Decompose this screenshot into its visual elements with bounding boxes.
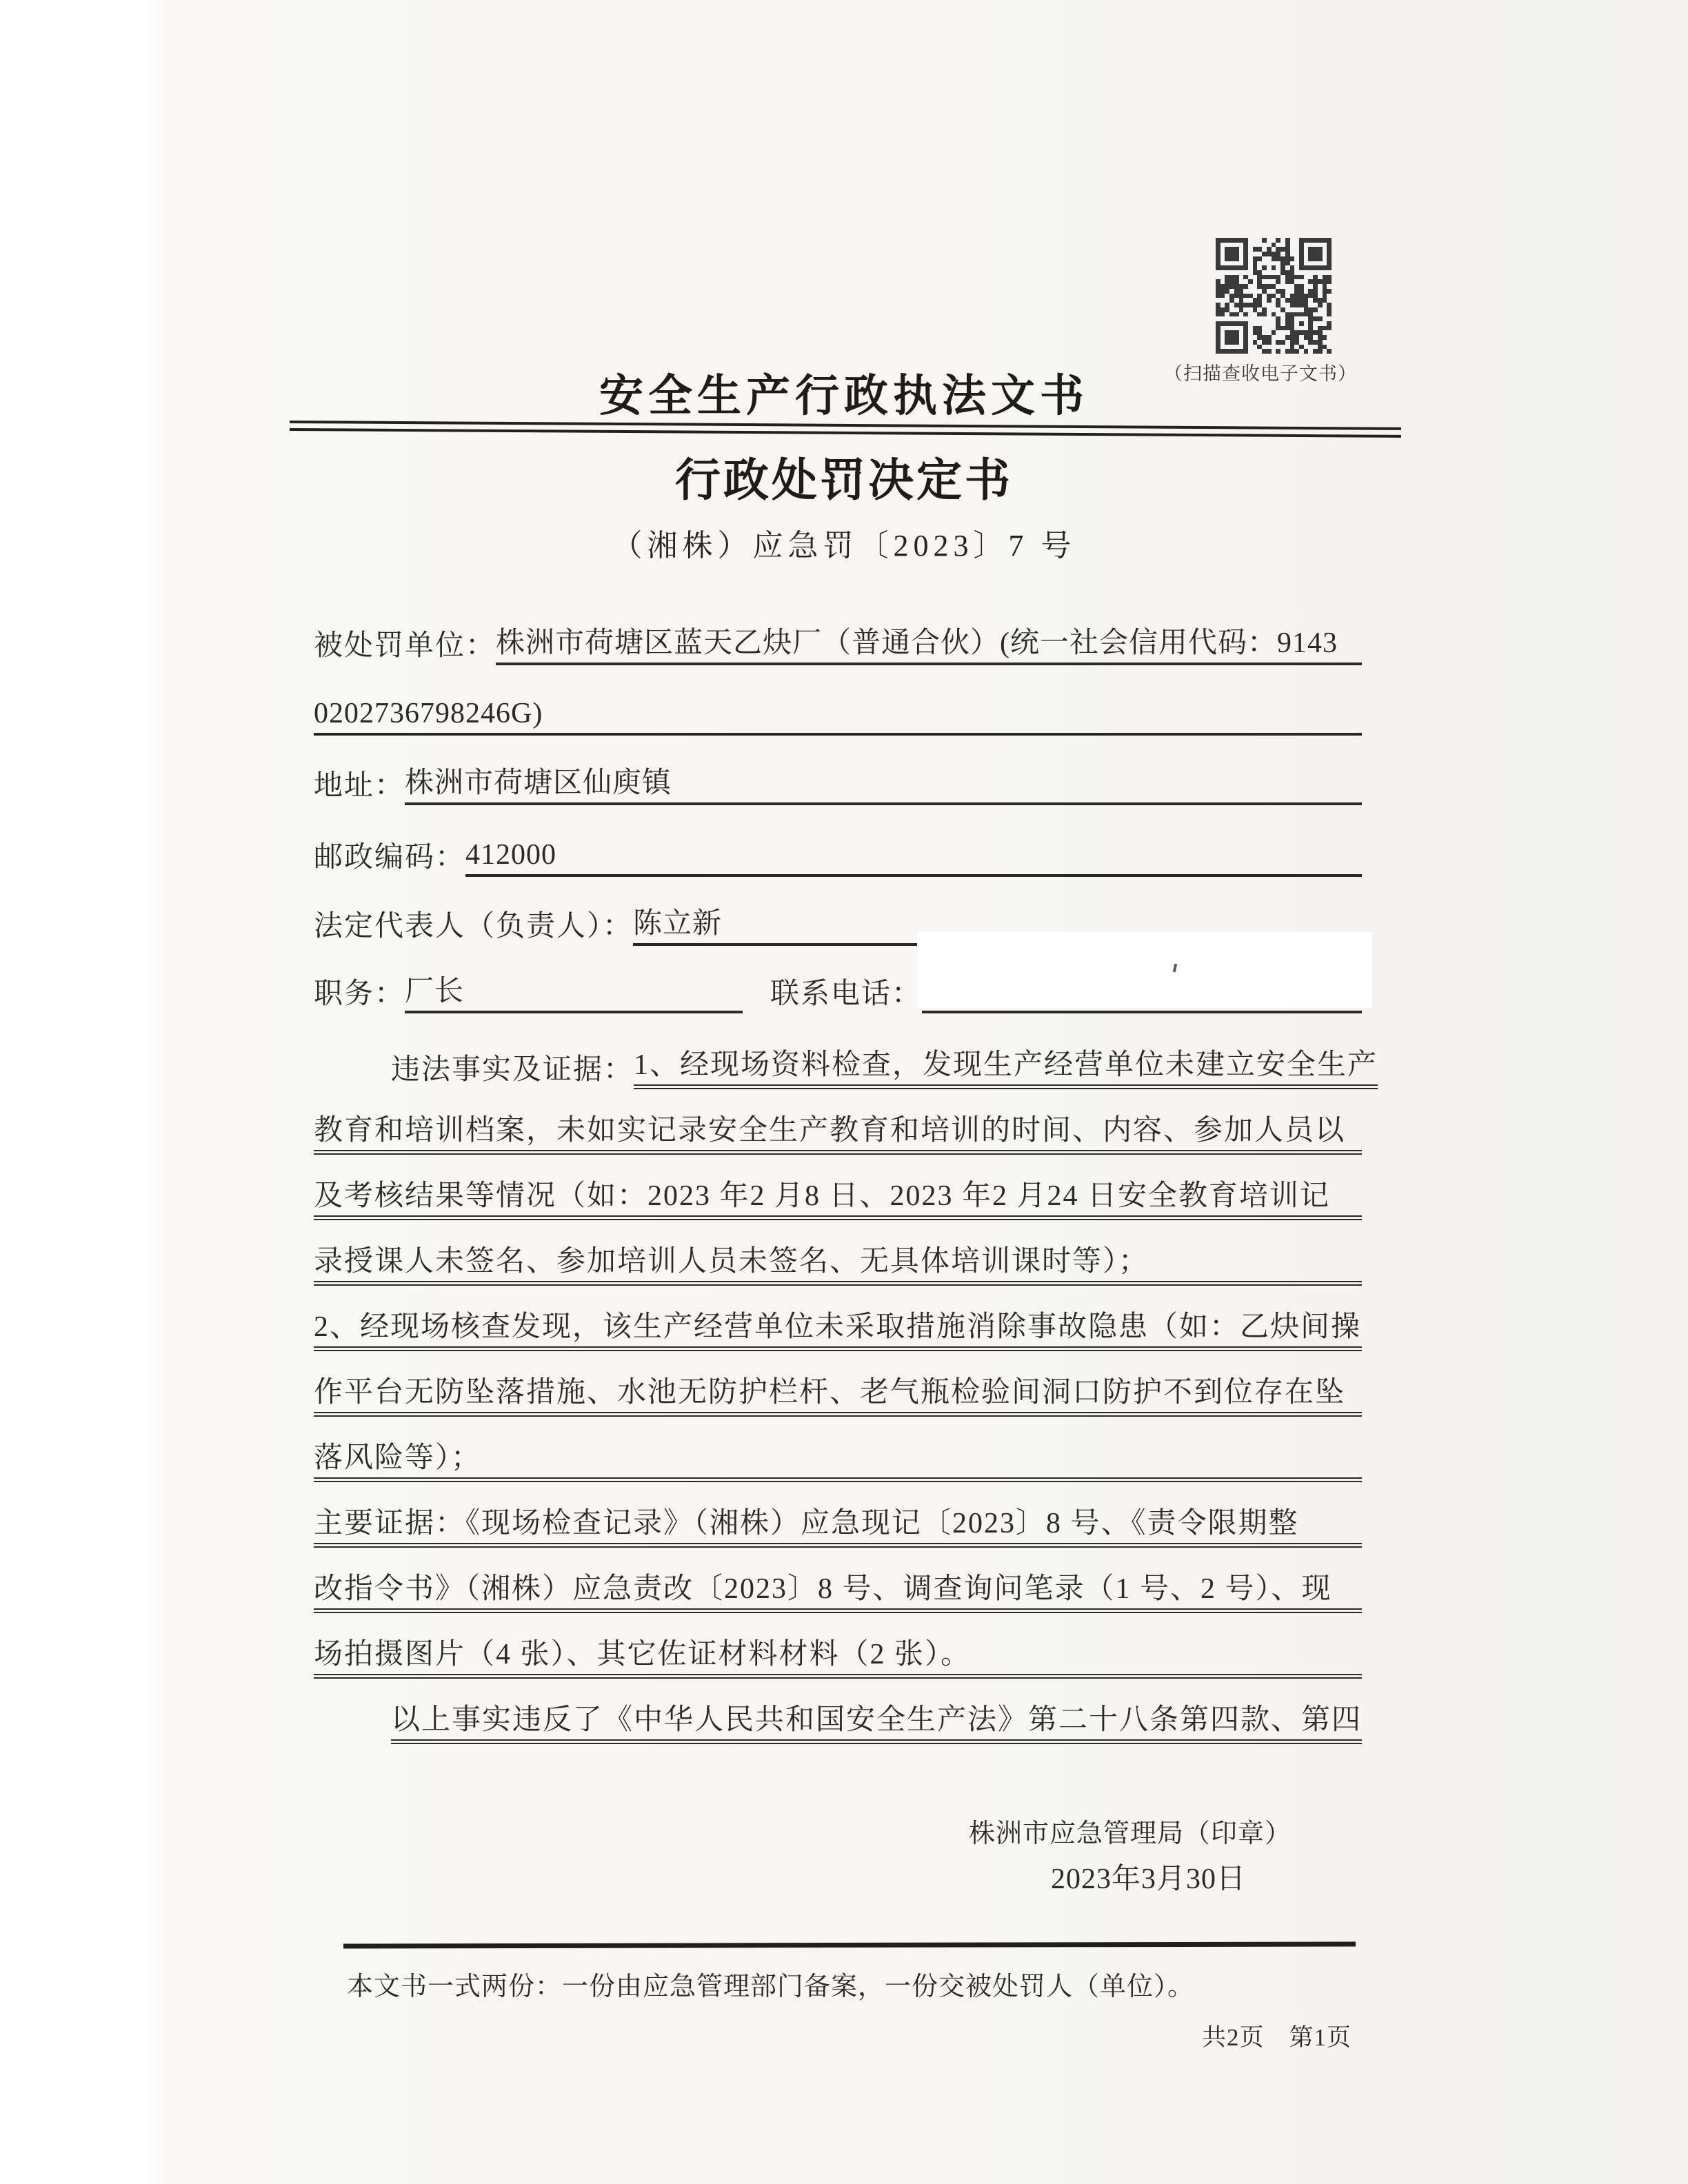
body-text: 主要证据：《现场检查记录》（湘株）应急现记〔2023〕8 号、《责令限期整 xyxy=(314,1504,1362,1548)
unit-value-line2: 0202736798246G) xyxy=(314,694,1362,736)
body-line-3 xyxy=(314,1177,1362,1220)
body-line-7 xyxy=(314,1439,1362,1482)
field-line-address xyxy=(314,762,1362,805)
field-line-unit-continued xyxy=(314,693,1362,736)
qr-code-pattern xyxy=(1216,238,1332,354)
conclusion-text: 以上事实违反了《中华人民共和国安全生产法》第二十八条第四款、第四 xyxy=(391,1701,1362,1744)
legal-rep-label: 法定代表人（负责人）： xyxy=(314,911,634,942)
body-line-facts-intro xyxy=(314,1046,1378,1089)
facts-label: 违法事实及证据： xyxy=(391,1054,634,1086)
address-value: 株洲市荷塘区仙庾镇 xyxy=(405,764,1362,805)
postcode-label: 邮政编码： xyxy=(314,842,466,873)
body-line-8 xyxy=(314,1505,1362,1548)
footer-divider xyxy=(343,1941,1356,1948)
phone-label: 联系电话： xyxy=(770,978,923,1010)
body-text: 作平台无防坠落措施、水池无防护栏杆、老气瓶检验间洞口防护不到位存在坠 xyxy=(314,1373,1362,1417)
body-text: 录授课人未签名、参加培训人员未签名、无具体培训课时等）； xyxy=(314,1242,1362,1286)
phone-value xyxy=(922,1011,1362,1013)
field-line-job-phone xyxy=(314,971,1362,1013)
body-text: 教育和培训档案，未如实记录安全生产教育和培训的时间、内容、参加人员以 xyxy=(314,1111,1362,1155)
decision-date: 2023年3月30日 xyxy=(1051,1863,1247,1895)
body-line-conclusion xyxy=(314,1701,1362,1744)
body-text: 改指令书》（湘株）应急责改〔2023〕8 号、调查询问笔录（1 号、2 号）、现 xyxy=(314,1570,1362,1613)
legal-rep-value: 陈立新 xyxy=(633,904,1362,946)
field-line-postcode xyxy=(314,834,1362,877)
body-text: 落风险等）； xyxy=(314,1439,1362,1482)
doc-number: （湘株）应急罚〔2023〕7 号 xyxy=(612,529,1076,563)
unit-value-line1: 株洲市荷塘区蓝天乙炔厂（普通合伙）(统一社会信用代码：9143 xyxy=(496,624,1362,665)
body-line-6 xyxy=(314,1374,1362,1417)
postcode-value: 412000 xyxy=(465,836,1362,877)
body-line-2 xyxy=(314,1112,1362,1155)
unit-label: 被处罚单位： xyxy=(314,630,496,662)
body-text: 场拍摄图片（4 张）、其它佐证材料材料（2 张）。 xyxy=(314,1635,1362,1679)
job-label: 职务： xyxy=(314,978,405,1010)
footer-note: 本文书一式两份：一份由应急管理部门备案，一份交被处罚人（单位）。 xyxy=(347,1972,1195,2001)
page-number: 共2页 第1页 xyxy=(1201,2024,1352,2051)
address-label: 地址： xyxy=(314,770,405,802)
body-line-5 xyxy=(314,1308,1362,1351)
field-line-unit xyxy=(314,623,1362,665)
body-text: 2、经现场核查发现，该生产经营单位未采取措施消除事故隐患（如：乙炔间操 xyxy=(314,1308,1362,1351)
doc-category-title: 安全生产行政执法文书 xyxy=(599,372,1089,421)
job-value: 厂长 xyxy=(405,972,743,1013)
body-line-4 xyxy=(314,1243,1362,1286)
qr-caption: （扫描查收电子文书） xyxy=(1164,363,1357,384)
header-divider-line-bottom xyxy=(290,428,1401,438)
issuing-authority-seal-line: 株洲市应急管理局（印章） xyxy=(969,1819,1292,1848)
body-line-9 xyxy=(314,1570,1362,1613)
qr-code xyxy=(1216,238,1332,354)
body-text: 及考核结果等情况（如：2023 年2 月8 日、2023 年2 月24 日安全教育培训记 xyxy=(314,1177,1362,1220)
facts-first-line: 1、经现场资料检查，发现生产经营单位未建立安全生产 xyxy=(634,1046,1378,1089)
body-line-10 xyxy=(314,1636,1362,1679)
doc-title: 行政处罚决定书 xyxy=(675,456,1013,506)
